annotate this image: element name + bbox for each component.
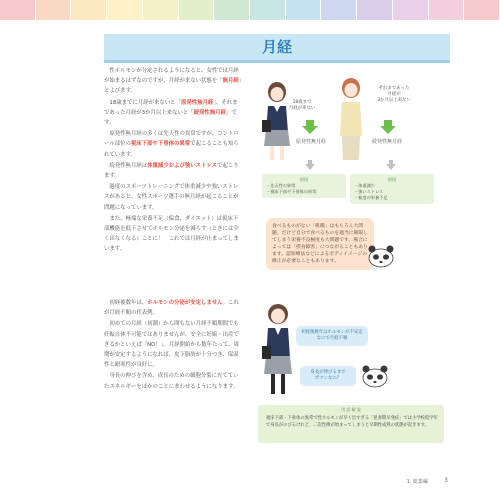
header-stripe: [143, 0, 178, 20]
text-run: 性ホルモンが分泌されるようになると、女性では月経が始まるはずなのですが、月経が来ない状態を「: [104, 68, 239, 85]
body-text-bottom: [104, 298, 242, 393]
highlight-term: 原発性無月経: [180, 99, 214, 106]
cause-heading: 原因: [299, 177, 309, 182]
header-stripe: [71, 0, 106, 20]
highlight-term: 無月経: [222, 78, 239, 85]
body-text-top: [104, 66, 242, 256]
arrow-down-icon: [380, 120, 396, 134]
speech-bubble: 食べるものがない「飢餓」はもちろん大問題。だけど自分で食べるものを適当に制限してしまう栄養不良極度も大問題です。場合によっては「摂食障害」につながることもあります。認知療法などによるボディイメージの修正が必要なこともあります。: [266, 218, 374, 270]
header-stripes: [0, 0, 500, 20]
text-run: で起こることも知られています。: [104, 141, 239, 158]
paragraph: [104, 371, 242, 391]
cause-item: ・視床下部や下垂体の異常: [266, 189, 317, 194]
header-stripe: [321, 0, 356, 20]
page-title: 月経: [261, 38, 292, 56]
panda-icon: [360, 364, 390, 388]
text-run: 過度のスポーツトレーニングで体重減少や強いストレスがあると、女性スポーツ選手の無月経が起こることが問題になっています。: [104, 184, 239, 211]
highlight-term: 視床下部や下垂体の異常: [130, 141, 191, 148]
highlight-term: 体重減少および強いストレス: [147, 162, 218, 169]
right-caption: それまであった 月経が 3か月以上来ない: [377, 86, 411, 103]
cause-heading: 原因: [387, 177, 397, 182]
paragraph: [104, 98, 242, 129]
header-stripe: [107, 0, 142, 20]
right-label: 続発性無月経: [372, 139, 403, 145]
paragraph: [104, 66, 242, 97]
text-run: 初経後数年は、: [109, 300, 148, 306]
text-run: 」、それまであった月経が3か月以上来ないと「: [104, 99, 238, 116]
glossary-heading: 用 語 解 説: [341, 407, 361, 412]
girl-left-illustration: [262, 80, 292, 164]
cause-item: ・体重減少: [354, 183, 375, 188]
header-stripe: [0, 0, 35, 20]
cause-item: ・極度の栄養不足: [354, 195, 388, 200]
text-run: 続発性無月経は: [109, 162, 148, 169]
text-run: また、極端な栄養不足（偏食、ダイエット）は視床下部機能を低下させてホルモン分泌を減らす（ときには全く出なくなる）ことに！ これでは月経が止まってしまいます。: [104, 215, 239, 253]
arrow-down-icon: [386, 160, 396, 170]
paragraph: [104, 214, 242, 255]
question-bubble: 身長が伸びるまで ガマンなの？: [300, 366, 356, 386]
title-bar: [104, 34, 450, 63]
header-stripe: [250, 0, 285, 20]
paragraph: [104, 319, 242, 370]
header-stripe: [393, 0, 428, 20]
paragraph: [104, 182, 242, 213]
text-run: 初めての月経（初潮）から間もない月経不順期間でも妊娠自体不可能ではありませんが、安全に妊娠・出産できるかといえば「NO！」。月経開始から数年たって、周期が安定するようになれば、皮下脂肪が十分つき、保湿性と耐寒性が良好に。: [104, 321, 239, 369]
left-cause-box: [262, 174, 346, 198]
header-stripe: [214, 0, 249, 20]
text-run: で起こります。: [104, 162, 239, 180]
text-run: 18歳までに月経が来ないと「: [109, 99, 181, 106]
arrow-down-icon: [305, 160, 315, 170]
text-run: 」です。: [104, 109, 237, 127]
girl-uniform-illustration: [262, 302, 294, 398]
glossary-box: [258, 405, 444, 443]
text-run: 」とよびます。: [104, 78, 242, 95]
page-number: 3: [444, 477, 448, 484]
text-run: 原発性無月経の多くは先天性の異常ですが、コントロール部位の: [104, 131, 239, 148]
highlight-term: 続発性無月経: [193, 109, 226, 116]
header-stripe: [36, 0, 71, 20]
header-stripe: [464, 0, 499, 20]
info-bubble: 初経後数年はホルモンが不安定なので月経不順: [296, 326, 368, 346]
paragraph: [104, 129, 242, 160]
glossary-text: 視床下部・下垂体の異常で性ホルモンが早く出すぎる「思春期早発症」では小学校低学年で身長がのびるけれど、二次性徴が始まってしまうと早期性成熟の状態が起きます。: [266, 416, 438, 428]
left-caption: 18歳まで 月経が来ない: [288, 100, 316, 111]
header-stripe: [286, 0, 321, 20]
paragraph: [104, 161, 242, 181]
left-label: 原発性無月経: [296, 139, 327, 145]
header-stripe: [429, 0, 464, 20]
highlight-term: ホルモンの分泌が安定しません: [147, 300, 223, 306]
paragraph: [104, 298, 242, 318]
text-run: 身長の伸びを含め、成長のための細胞分裂に充てていたエネルギーをほかのことにまわせるようになります。: [104, 373, 239, 390]
header-stripe: [179, 0, 214, 20]
text-run: 。これが月経不順の代表例。: [104, 300, 239, 317]
cause-item: ・強いストレス: [354, 189, 384, 194]
header-stripe: [357, 0, 392, 20]
right-cause-box: [350, 174, 434, 204]
cause-item: ・先天性の異常: [266, 183, 296, 188]
arrow-down-icon: [302, 120, 318, 134]
footer-section-label: 1. 総集編: [406, 479, 428, 485]
girl-right-illustration: [338, 76, 364, 164]
panda-icon: [366, 244, 396, 268]
